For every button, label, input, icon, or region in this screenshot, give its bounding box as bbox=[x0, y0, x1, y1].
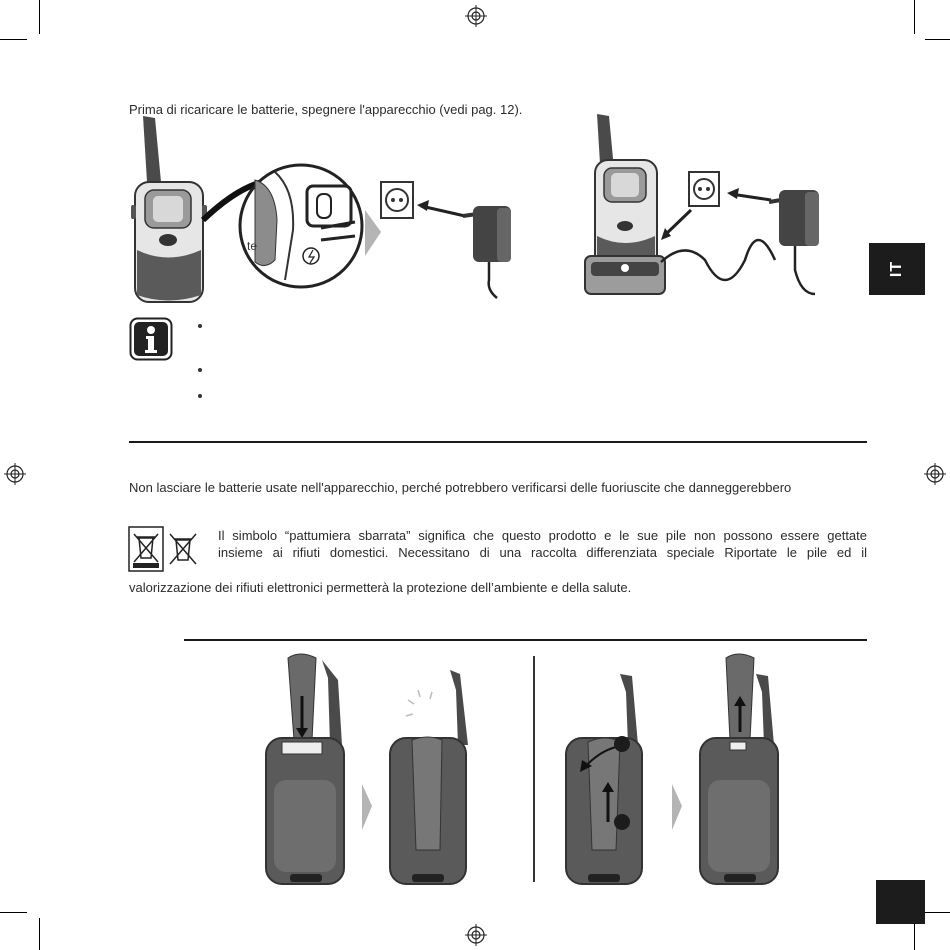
radio-icon bbox=[131, 116, 207, 302]
crop-mark bbox=[914, 0, 915, 34]
crop-mark bbox=[39, 0, 40, 34]
intro-text: Prima di ricaricare le batterie, spegnere l'apparecchio (vedi pag. 12). bbox=[129, 102, 523, 117]
crossed-bin-icon bbox=[166, 530, 200, 568]
section-divider bbox=[129, 441, 867, 443]
page-number-block bbox=[876, 880, 925, 924]
crop-mark bbox=[0, 912, 27, 913]
bullet-point bbox=[198, 324, 202, 328]
language-tab bbox=[869, 243, 925, 295]
illustration-text: te bbox=[247, 239, 258, 253]
recycling-text-line2: insieme ai rifiuti domestici. Necessitano di una raccolta differenziata speciale Riportate le pile ed il bbox=[218, 545, 867, 560]
info-icon bbox=[129, 317, 173, 361]
recycling-text-line3: valorizzazione dei rifiuti elettronici permetterà la protezione dell’ambiente e della salute. bbox=[129, 580, 632, 595]
crop-mark bbox=[925, 912, 950, 913]
crossed-bin-icon bbox=[128, 526, 164, 572]
crop-mark bbox=[0, 39, 27, 40]
registration-mark-icon bbox=[465, 5, 487, 27]
belt-clip-illustration bbox=[260, 650, 800, 890]
registration-mark-icon bbox=[465, 924, 487, 946]
crop-mark bbox=[925, 39, 950, 40]
bullet-point bbox=[198, 368, 202, 372]
language-tab-label: IT bbox=[888, 260, 905, 278]
section-divider bbox=[184, 639, 867, 641]
recycling-text-line1: Il simbolo “pattumiera sbarrata” significa che questo prodotto e le sue pile non possono essere gettate bbox=[218, 528, 867, 543]
crop-mark bbox=[39, 918, 40, 950]
registration-mark-icon bbox=[4, 463, 26, 485]
bullet-point bbox=[198, 394, 202, 398]
charging-illustration bbox=[125, 110, 845, 310]
battery-warning-text: Non lasciare le batterie usate nell'apparecchio, perché potrebbero verificarsi delle fuoriuscite che danneggerebbero bbox=[129, 480, 792, 495]
registration-mark-icon bbox=[924, 463, 946, 485]
